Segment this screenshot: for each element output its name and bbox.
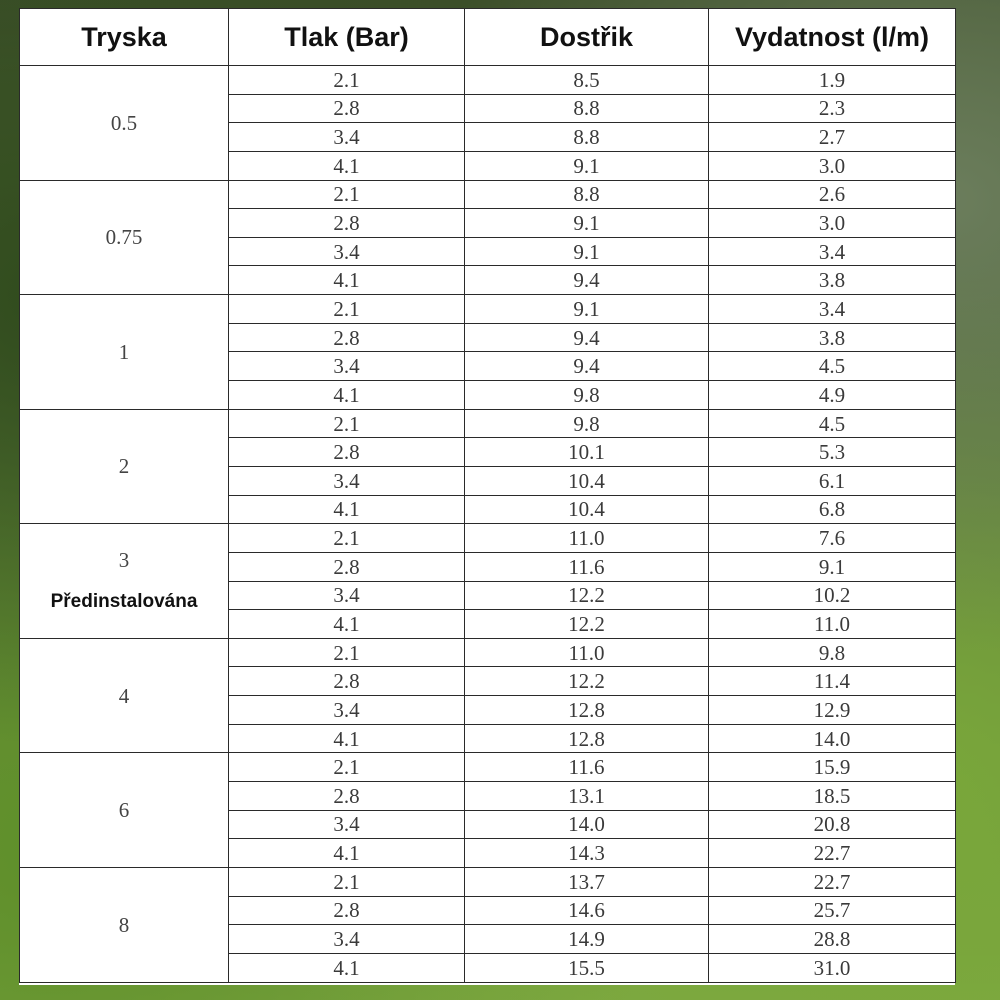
throw-cell: 10.1 [465, 438, 709, 467]
flow-cell: 14.0 [709, 724, 956, 753]
throw-cell: 10.4 [465, 466, 709, 495]
throw-cell: 12.8 [465, 724, 709, 753]
nozzle-size-cell [20, 867, 229, 982]
pressure-cell: 4.1 [229, 953, 465, 982]
flow-cell: 3.4 [709, 237, 956, 266]
flow-cell: 2.3 [709, 94, 956, 123]
pressure-cell: 3.4 [229, 925, 465, 954]
throw-cell: 11.0 [465, 638, 709, 667]
flow-cell: 3.8 [709, 266, 956, 295]
nozzle-size-cell [20, 524, 229, 639]
nozzle-size-value: 0.75 [105, 225, 143, 250]
nozzle-spec-table [19, 8, 956, 983]
nozzle-size-value: 0.5 [110, 110, 138, 135]
throw-cell: 12.8 [465, 696, 709, 725]
throw-cell: 9.4 [465, 266, 709, 295]
throw-cell: 9.8 [465, 409, 709, 438]
flow-cell: 12.9 [709, 696, 956, 725]
throw-cell: 9.1 [465, 209, 709, 238]
throw-cell: 14.3 [465, 839, 709, 868]
throw-cell: 12.2 [465, 667, 709, 696]
pressure-cell: 2.8 [229, 552, 465, 581]
nozzle-size-value: 3 [118, 548, 130, 573]
nozzle-size-cell [20, 753, 229, 868]
throw-cell: 10.4 [465, 495, 709, 524]
throw-cell: 13.1 [465, 782, 709, 811]
flow-cell: 25.7 [709, 896, 956, 925]
flow-cell: 5.3 [709, 438, 956, 467]
throw-cell: 9.1 [465, 295, 709, 324]
pressure-cell: 3.4 [229, 237, 465, 266]
flow-cell: 7.6 [709, 524, 956, 553]
pressure-cell: 2.8 [229, 323, 465, 352]
pressure-cell: 4.1 [229, 151, 465, 180]
pressure-cell: 2.8 [229, 782, 465, 811]
pressure-cell: 2.1 [229, 524, 465, 553]
nozzle-size-value: 6 [118, 798, 130, 823]
throw-cell: 12.2 [465, 581, 709, 610]
pressure-cell: 2.1 [229, 638, 465, 667]
header-row [20, 9, 956, 66]
pressure-cell: 4.1 [229, 610, 465, 639]
flow-cell: 11.0 [709, 610, 956, 639]
pressure-cell: 2.1 [229, 180, 465, 209]
table-row [20, 524, 956, 553]
throw-cell: 13.7 [465, 867, 709, 896]
pressure-cell: 2.1 [229, 753, 465, 782]
flow-cell: 20.8 [709, 810, 956, 839]
header-nozzle: Tryska [20, 9, 229, 66]
pressure-cell: 4.1 [229, 266, 465, 295]
pressure-cell: 4.1 [229, 724, 465, 753]
pressure-cell: 4.1 [229, 839, 465, 868]
flow-cell: 10.2 [709, 581, 956, 610]
flow-cell: 3.8 [709, 323, 956, 352]
throw-cell: 14.9 [465, 925, 709, 954]
pressure-cell: 2.1 [229, 867, 465, 896]
flow-cell: 22.7 [709, 867, 956, 896]
flow-cell: 3.0 [709, 209, 956, 238]
nozzle-size-value: 4 [118, 683, 130, 708]
pressure-cell: 2.1 [229, 409, 465, 438]
pressure-cell: 4.1 [229, 495, 465, 524]
pressure-cell: 4.1 [229, 381, 465, 410]
nozzle-size-cell [20, 66, 229, 181]
throw-cell: 9.4 [465, 323, 709, 352]
table-row [20, 66, 956, 95]
throw-cell: 8.8 [465, 180, 709, 209]
throw-cell: 9.1 [465, 151, 709, 180]
flow-cell: 4.5 [709, 352, 956, 381]
flow-cell: 3.0 [709, 151, 956, 180]
pressure-cell: 2.8 [229, 209, 465, 238]
header-throw: Dostřik [465, 9, 709, 66]
pressure-cell: 2.1 [229, 295, 465, 324]
nozzle-size-cell [20, 409, 229, 524]
flow-cell: 22.7 [709, 839, 956, 868]
flow-cell: 11.4 [709, 667, 956, 696]
flow-cell: 2.6 [709, 180, 956, 209]
flow-cell: 9.8 [709, 638, 956, 667]
throw-cell: 8.8 [465, 123, 709, 152]
flow-cell: 2.7 [709, 123, 956, 152]
nozzle-size-cell [20, 295, 229, 410]
flow-cell: 1.9 [709, 66, 956, 95]
pressure-cell: 3.4 [229, 123, 465, 152]
pressure-cell: 3.4 [229, 581, 465, 610]
flow-cell: 15.9 [709, 753, 956, 782]
table-body [20, 66, 956, 983]
table-row [20, 180, 956, 209]
flow-cell: 4.5 [709, 409, 956, 438]
flow-cell: 9.1 [709, 552, 956, 581]
nozzle-size-value: 1 [118, 339, 130, 364]
flow-cell: 6.1 [709, 466, 956, 495]
throw-cell: 11.0 [465, 524, 709, 553]
flow-cell: 3.4 [709, 295, 956, 324]
nozzle-size-value: 2 [118, 454, 130, 479]
nozzle-size-value: 8 [118, 912, 130, 937]
nozzle-size-cell [20, 638, 229, 753]
pressure-cell: 3.4 [229, 466, 465, 495]
preinstalled-note: Předinstalována [50, 591, 198, 613]
pressure-cell: 3.4 [229, 810, 465, 839]
pressure-cell: 2.8 [229, 896, 465, 925]
throw-cell: 12.2 [465, 610, 709, 639]
table-row [20, 638, 956, 667]
header-flow: Vydatnost (l/m) [709, 9, 956, 66]
table-row [20, 295, 956, 324]
pressure-cell: 2.1 [229, 66, 465, 95]
throw-cell: 9.4 [465, 352, 709, 381]
table-row [20, 867, 956, 896]
flow-cell: 18.5 [709, 782, 956, 811]
throw-cell: 15.5 [465, 953, 709, 982]
nozzle-size-cell [20, 180, 229, 295]
table-row [20, 753, 956, 782]
throw-cell: 8.5 [465, 66, 709, 95]
throw-cell: 9.1 [465, 237, 709, 266]
pressure-cell: 2.8 [229, 667, 465, 696]
flow-cell: 4.9 [709, 381, 956, 410]
pressure-cell: 3.4 [229, 696, 465, 725]
flow-cell: 31.0 [709, 953, 956, 982]
throw-cell: 14.6 [465, 896, 709, 925]
throw-cell: 11.6 [465, 552, 709, 581]
header-pressure: Tlak (Bar) [229, 9, 465, 66]
pressure-cell: 2.8 [229, 438, 465, 467]
pressure-cell: 2.8 [229, 94, 465, 123]
throw-cell: 8.8 [465, 94, 709, 123]
flow-cell: 6.8 [709, 495, 956, 524]
table-row [20, 409, 956, 438]
throw-cell: 14.0 [465, 810, 709, 839]
throw-cell: 11.6 [465, 753, 709, 782]
flow-cell: 28.8 [709, 925, 956, 954]
throw-cell: 9.8 [465, 381, 709, 410]
pressure-cell: 3.4 [229, 352, 465, 381]
